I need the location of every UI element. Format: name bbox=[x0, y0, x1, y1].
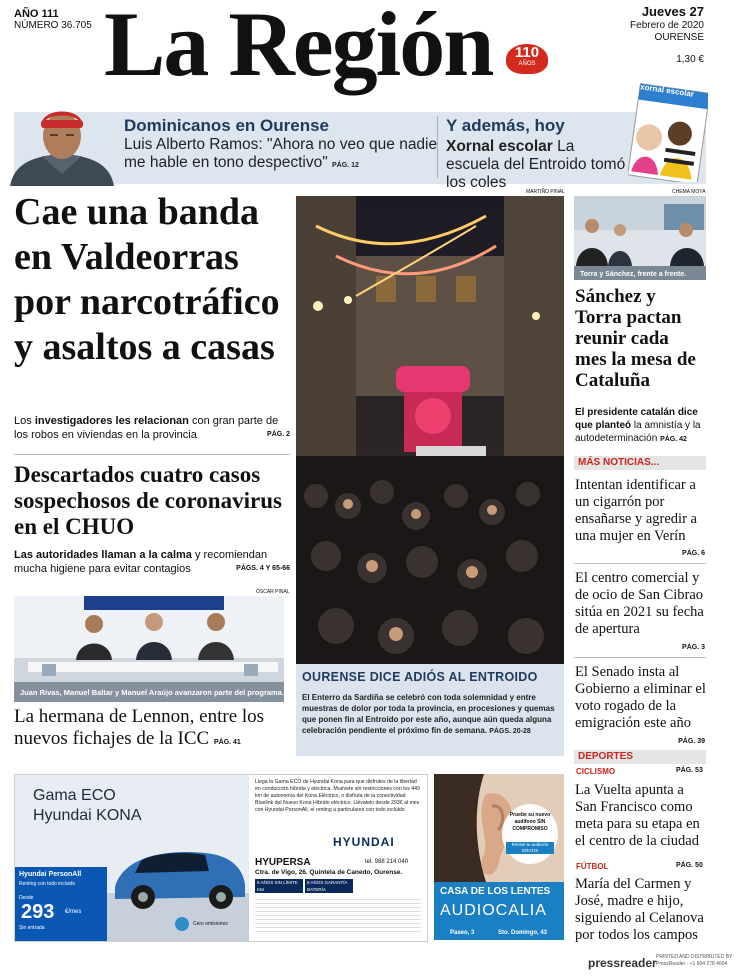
ad1-phone: tel. 988 214 040 bbox=[365, 859, 409, 865]
rule-r1 bbox=[574, 563, 706, 564]
supplement-title: xornal escolar bbox=[639, 82, 695, 99]
lead-page: PÁG. 2 bbox=[267, 431, 290, 438]
lennon-headline: La hermana de Lennon, entre los nuevos fichajes de la ICC bbox=[14, 706, 265, 749]
coronavirus-deck-rest: y recomiendan mucha higiene para evitar contagios bbox=[14, 549, 268, 575]
entroido-photo[interactable] bbox=[296, 196, 564, 664]
teaser-right-bold: Xornal escolar bbox=[446, 138, 553, 155]
sanchez-torra-deck-bold: El presidente catalán dice que planteó bbox=[575, 407, 698, 431]
news-item-senado-page: PÁG. 39 bbox=[678, 738, 705, 745]
news-item-cigarron-page: PÁG. 6 bbox=[682, 550, 705, 557]
football-kicker: FÚTBOL bbox=[576, 862, 609, 871]
ad2-address-2: Sto. Domingo, 43 bbox=[498, 930, 548, 936]
torra-sanchez-photo[interactable] bbox=[574, 196, 706, 280]
ad1-warranty-1: 5 AÑOS SIN LÍMITE KM bbox=[255, 879, 303, 893]
main-story-title[interactable]: OURENSE DICE ADIÓS AL ENTROIDO bbox=[302, 670, 538, 684]
lennon-story[interactable] bbox=[14, 706, 290, 754]
ad1-body: Llega la Gama ECO de Hyundai Kona para que disfrutes de la libertad en conducción híbrida y eléctrica. Muévete sin restricciones con los 449 km de autonomía del Kona Eléctrico, o disfruta de la conectividad Bluelink del Nuevo Kona Híbrido eléctrico. Llévatelo desde 293€ al mes con Hyundai PersonAll, el renting a particulares con todo incluido. bbox=[255, 779, 420, 813]
ad1-desde: Desde bbox=[19, 895, 34, 901]
masthead-issue bbox=[14, 8, 92, 32]
football-page: PÁG. 50 bbox=[676, 862, 703, 869]
masthead-number: NÚMERO 36.705 bbox=[14, 20, 92, 31]
hyundai-logo: HYUNDAI bbox=[333, 835, 395, 849]
news-item-cigarron[interactable]: Intentan identificar a un cigarrón por ensañarse y agredir a una mujer en Verín bbox=[575, 477, 697, 544]
teaser-left-title[interactable]: Dominicanos en Ourense bbox=[124, 116, 329, 135]
right-photo-caption: Torra y Sánchez, frente a frente. bbox=[580, 271, 687, 278]
teaser-right-title[interactable]: Y además, hoy bbox=[446, 116, 565, 135]
more-news-label: MÁS NOTICIAS... bbox=[578, 457, 660, 468]
masthead-date-text: Febrero de 2020 bbox=[630, 20, 704, 31]
vuelta-headline[interactable]: La Vuelta apunta a San Francisco como meta para su etapa en el centro de la ciudad bbox=[575, 782, 700, 849]
photo2-credit: ÓSCAR PINAL bbox=[256, 589, 290, 595]
hyundai-ad[interactable] bbox=[14, 774, 428, 942]
coronavirus-headline[interactable]: Descartados cuatro casos sospechosos de coronavirus en el CHUO bbox=[14, 462, 282, 539]
ad1-per-month: €/mes bbox=[65, 909, 82, 915]
audiocalia-ad[interactable] bbox=[434, 774, 564, 940]
ad2-bubble-text: Pruebe su nuevo audífono SIN COMPROMISO bbox=[509, 812, 551, 832]
main-story-page: PÁGS. 20-28 bbox=[489, 728, 531, 735]
teaser-right-body: La escuela del Entroido tomó los coles bbox=[446, 138, 626, 191]
celanova-headline[interactable]: María del Carmen y José, madre e hijo, siguiendo al Celanova por todos los campos bbox=[575, 876, 704, 943]
rule-1 bbox=[14, 454, 290, 455]
lead-deck-bold: investigadores les relacionan bbox=[34, 415, 189, 427]
sanchez-torra-deck-rest: la amnistía y la autodeterminación bbox=[575, 420, 701, 444]
photo2-caption: Juan Rivas, Manuel Baltar y Manuel Araújo avanzaron parte del programa. bbox=[20, 688, 284, 697]
sports-label: DEPORTES bbox=[578, 751, 634, 762]
teaser-right-text[interactable] bbox=[446, 138, 626, 192]
news-item-san-cibrao-page: PÁG. 3 bbox=[682, 644, 705, 651]
sanchez-torra-page: PÁG. 42 bbox=[660, 436, 687, 443]
supplement-cover[interactable] bbox=[628, 82, 708, 182]
rule-r2 bbox=[574, 657, 706, 658]
masthead-price: 1,30 € bbox=[676, 54, 704, 65]
main-story-body: El Enterro da Sardiña se celebró con toda solemnidad y entre muestras de dolor por toda la provincia, en procesiones y quemas que ponen fin al Entroido por este año, aunque aún queda alguna celebración pendiente el próximo fin de semana. bbox=[302, 693, 555, 735]
anniversary-seal-icon bbox=[506, 44, 548, 74]
teaser-left-page: PÁG. 12 bbox=[332, 162, 359, 169]
anniversary-word: AÑOS bbox=[518, 61, 536, 67]
coronavirus-deck[interactable] bbox=[14, 548, 290, 576]
teaser-left-quote: Luis Alberto Ramos: "Ahora no veo que nadie me hable en tono despectivo" bbox=[124, 136, 438, 171]
lennon-page: PÁG. 41 bbox=[213, 739, 241, 746]
sanchez-torra-headline[interactable]: Sánchez y Torra pactan reunir cada mes la mesa de Cataluña bbox=[575, 286, 696, 391]
ad1-no-deposit: Sin entrada bbox=[19, 925, 45, 931]
sanchez-torra-deck[interactable] bbox=[575, 406, 705, 446]
ad2-brand-2: AUDIOCALIA bbox=[440, 902, 547, 919]
pressreader-logo: pressreader bbox=[588, 956, 657, 970]
eco-label-icon bbox=[175, 917, 189, 931]
lead-deck-start: Los bbox=[14, 415, 32, 427]
coronavirus-page: PÁGS. 4 Y 65-66 bbox=[236, 565, 290, 572]
teaser-portrait-photo[interactable] bbox=[8, 104, 116, 186]
ad1-title-1: Gama ECO bbox=[33, 787, 116, 804]
ad1-dealer: HYUPERSA bbox=[255, 857, 311, 868]
ad2-bubble-text-2: Revise tu audición GRATIS bbox=[506, 842, 554, 854]
masthead-date bbox=[630, 4, 704, 44]
ad1-price: 293 bbox=[21, 901, 55, 923]
lead-deck[interactable] bbox=[14, 414, 290, 442]
teaser-divider bbox=[437, 116, 438, 178]
anniversary-number: 110 bbox=[514, 44, 540, 61]
press-conference-photo[interactable] bbox=[14, 596, 284, 702]
news-item-san-cibrao[interactable]: El centro comercial y de ocio de San Cibrao sitúa en 2021 su fecha de apertura bbox=[575, 570, 704, 637]
ad2-brand-1: CASA DE LOS LENTES bbox=[440, 886, 551, 897]
ad1-personall: Hyundai PersonAll bbox=[19, 871, 82, 878]
cycling-kicker: CICLISMO bbox=[576, 767, 616, 776]
masthead-day: Jueves 27 bbox=[641, 4, 704, 19]
ad1-warranty-2: 8 AÑOS GARANTÍA BATERÍA bbox=[305, 879, 353, 893]
newspaper-logo[interactable]: La Región bbox=[104, 0, 493, 95]
masthead-city: OURENSE bbox=[654, 32, 704, 43]
cycling-page: PÁG. 53 bbox=[676, 767, 703, 774]
ad2-address-1: Paseo, 3 bbox=[450, 930, 475, 936]
news-item-senado[interactable]: El Senado insta al Gobierno a eliminar el voto rogado de la emigración este año bbox=[575, 664, 706, 731]
ad1-personall-sub: Renting con todo incluido bbox=[19, 881, 76, 887]
lead-deck-rest: con gran parte de los robos en viviendas en la provincia bbox=[14, 415, 279, 441]
main-story-text[interactable] bbox=[302, 692, 560, 737]
main-photo-credit: MARTIÑO PINAL bbox=[526, 189, 565, 195]
masthead-year: AÑO 111 bbox=[14, 8, 59, 20]
lead-headline[interactable]: Cae una banda en Valdeorras por narcotráfico y asaltos a casas bbox=[14, 191, 280, 368]
ad1-address: Ctra. de Vigo, 26. Quintela de Canedo, Ourense. bbox=[255, 869, 403, 876]
ad1-title-2: Hyundai KONA bbox=[33, 807, 142, 824]
coronavirus-deck-bold: Las autoridades llaman a la calma bbox=[14, 549, 192, 561]
teaser-left-text[interactable] bbox=[124, 136, 444, 175]
ad1-eco: Cero emisiones bbox=[193, 921, 228, 927]
pressreader-text: PRINTED AND DISTRIBUTED BY PressReader · +1 604 278 4604 bbox=[656, 954, 733, 967]
ad1-fine-print bbox=[255, 899, 421, 935]
right-photo-credit: CHEMA MOYA bbox=[672, 189, 706, 195]
